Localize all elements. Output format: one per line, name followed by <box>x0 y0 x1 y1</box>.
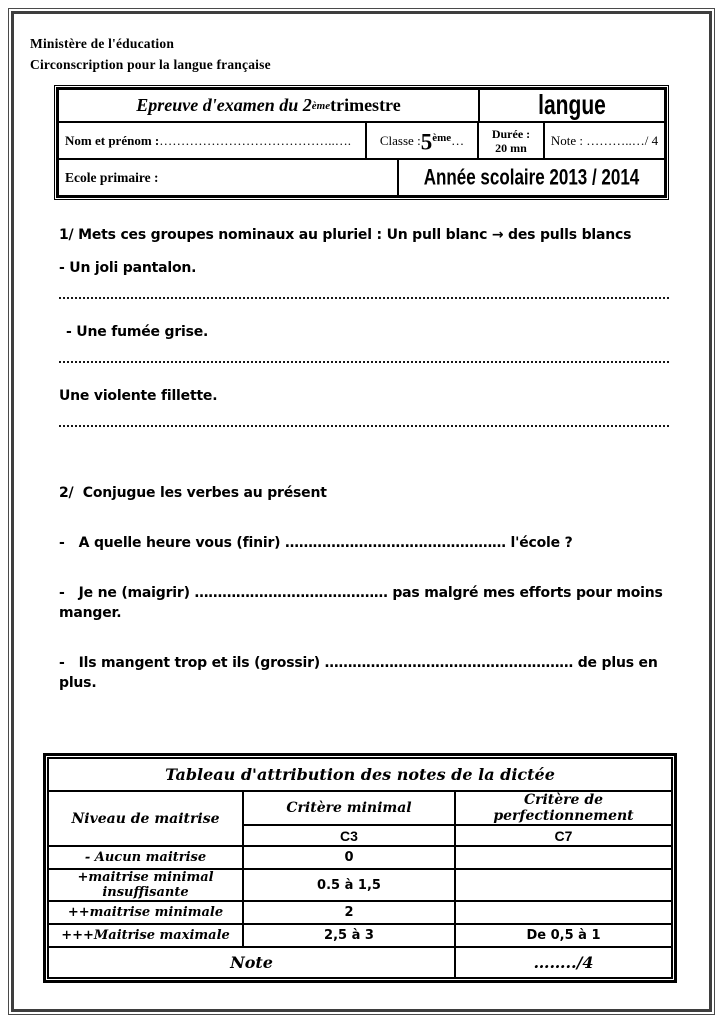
row-minimal-value: 2 <box>243 901 455 924</box>
exercise1-title: 1/ Mets ces groupes nominaux au pluriel : Un pull blanc → des pulls blancs <box>59 227 632 243</box>
exercise1-item-1: - Un joli pantalon. <box>59 260 197 276</box>
row-level-label: - Aucun maitrise <box>48 846 243 869</box>
score-table-frame <box>43 753 677 983</box>
header-row-school <box>59 158 664 195</box>
answer-dotted-line-1 <box>59 297 669 299</box>
header-row-title <box>59 90 664 121</box>
column-header-level: Niveau de maitrise <box>48 791 243 846</box>
table-row <box>48 924 672 947</box>
exam-title <box>59 90 478 121</box>
note-row-value: ……../4 <box>455 947 672 978</box>
row-level-label: +++Maitrise maximale <box>48 924 243 947</box>
score-table-title: Tableau d'attribution des notes de la dictée <box>48 758 672 791</box>
class-field-label: Classe : <box>379 132 421 148</box>
row-level-label: +maitrise minimal insuffisante <box>48 869 243 901</box>
class-field <box>365 123 477 158</box>
column-header-perfection: Critère de perfectionnement <box>455 791 672 825</box>
exercise2-item-1: - A quelle heure vous (finir) ………………………………………… l'école ? <box>59 535 573 551</box>
school-field <box>59 160 397 195</box>
row-minimal-value: 2,5 à 3 <box>243 924 455 947</box>
row-minimal-value: 0.5 à 1,5 <box>243 869 455 901</box>
exercise1-item-2: - Une fumée grise. <box>66 324 209 340</box>
subject-cell <box>478 90 664 121</box>
name-field-label: Nom et prénom : <box>65 132 160 148</box>
page-content <box>14 14 709 1009</box>
exam-title-text: Epreuve d'examen du 2 <box>136 95 312 115</box>
duration-label: Durée : <box>491 126 531 141</box>
criterion-code-c3: C3 <box>243 825 455 846</box>
row-perfection-value <box>455 846 672 869</box>
exercise2-item-3: - Ils mangent trop et ils (grossir) ……………………………………………… de plus en plus. <box>59 655 663 691</box>
class-field-value: 5ème <box>420 129 452 155</box>
criterion-code-c7: C7 <box>455 825 672 846</box>
exam-header-table <box>56 87 667 198</box>
answer-dotted-line-3 <box>59 425 669 427</box>
exam-title-suffix: trimestre <box>330 95 401 115</box>
note-row <box>48 947 672 978</box>
row-perfection-value <box>455 869 672 901</box>
row-level-label: ++maitrise minimale <box>48 901 243 924</box>
ministry-block <box>30 33 709 75</box>
class-field-dots: … <box>451 132 465 148</box>
exam-title-superscript: ème <box>311 99 331 112</box>
note-field <box>543 123 664 158</box>
duration-value: 20 mn <box>495 140 527 155</box>
school-year-label: Année scolaire 2013 / 2014 <box>423 164 640 190</box>
table-row <box>48 846 672 869</box>
note-field-label: Note : ………..…/ 4 <box>550 132 659 148</box>
name-field <box>59 123 365 158</box>
name-field-dots: …………………………………..…. <box>159 132 351 148</box>
duration-field <box>477 123 543 158</box>
ministry-line-1: Ministère de l'éducation <box>30 36 175 51</box>
exercise2-title: 2/ Conjugue les verbes au présent <box>59 485 327 501</box>
ministry-line-2: Circonscription pour la langue française <box>30 57 271 72</box>
table-row <box>48 869 672 901</box>
school-field-label: Ecole primaire : <box>65 169 159 185</box>
header-row-identity <box>59 121 664 158</box>
school-year-cell <box>397 160 664 195</box>
column-header-minimal: Critère minimal <box>243 791 455 825</box>
exercise1-item-3: Une violente fillette. <box>59 388 218 404</box>
table-row <box>48 901 672 924</box>
exercise2-item-2: - Je ne (maigrir) …………………………………… pas malgré mes efforts pour moins manger. <box>59 585 668 621</box>
score-table <box>47 757 673 979</box>
subject-label: langue <box>538 89 606 120</box>
row-perfection-value <box>455 901 672 924</box>
answer-dotted-line-2 <box>59 361 669 363</box>
row-perfection-value: De 0,5 à 1 <box>455 924 672 947</box>
note-row-label: Note <box>48 947 455 978</box>
row-minimal-value: 0 <box>243 846 455 869</box>
